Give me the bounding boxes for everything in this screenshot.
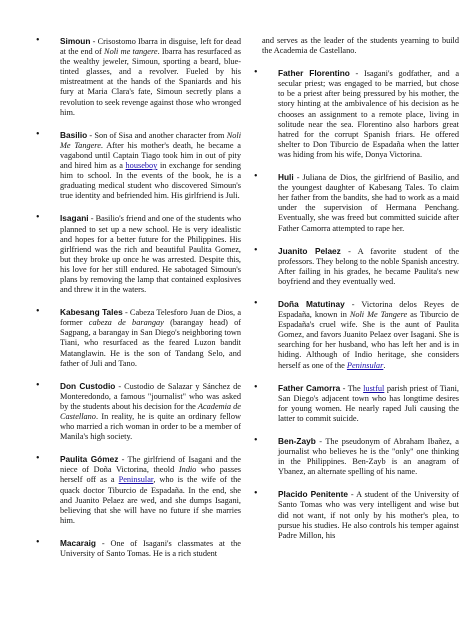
character-name: Father Florentino [278,68,350,79]
lustful-link[interactable]: lustful [363,383,385,393]
right-column [254,36,459,553]
peninsular-link[interactable]: Peninsular [118,475,154,485]
bullet-icon: • [36,453,40,465]
entry-macaraig: • Macaraig - One of Isagani's classmates at the University of Santo Tomas. He is a rich student [36,536,241,559]
left-column [36,36,241,571]
character-name: Paulita Gómez [60,454,119,465]
character-name: Doña Matutinay [278,298,345,309]
bullet-icon: • [36,379,40,391]
entry-kabesang-tales: • Kabesang Tales - Cabeza Telesforo Juan de Dios, a former cabeza de barangay (barangay head) of Sagpang, a barangay in San Diego's neighboring town Tiani, who resurfaced as the feared Luzon bandit Matanglawin. He is the son of Tandang Selo, and father of Juli and Tano. [36,306,241,368]
entry-placido-penitente: • Placido Penitente - A student of the University of Santo Tomas who was very intelligent and wise but did not want, if not only by his mother's plea, to pursue his studies. He also controls his temper against Padre Millon, his [254,488,459,540]
entry-basilio: • Basilio - Son of Sisa and another character from Noli Me Tangere. After his mother's death, he became a vagabond until Captain Tiago took him in out of pity and hired him as a houseboy in exchange for sending him to school. In the events of the book, he is a graduating medical student who discovered Simoun's true identity and befriended him. His girlfriend is Juli. [36,128,242,201]
entry-father-florentino: • Father Florentino - Isagani's godfather, and a secular priest; was engaged to be married, but chose to be a priest after being pressured by his mother, the story hinting at the ambivalence of his decision as he chooses an assignment to a remote place, living in solitude near the sea. Florentino also harbors great hatred for the corrupt Spanish friars. He offered shelter to Don Tiburcio de Espadaña when the latter was hiding from his wife, Donya Victorina. [254,67,460,159]
character-name: Huli [278,172,294,183]
bullet-icon: • [254,297,258,309]
entry-huli: • Huli - Juliana de Dios, the girlfriend of Basilio, and the youngest daughter of Kabesang Tales. To claim her father from the bandits, she had to work as a maid under the supervision of Hermana Penchang. Eventually, she was freed but committed suicide after Father Camorra attempted to rape her. [254,171,459,233]
character-name: Father Camorra [278,382,341,393]
bullet-icon: • [36,212,40,224]
character-name: Isagani [60,213,89,224]
bullet-icon: • [36,128,40,140]
entry-juanito-pelaez: • Juanito Pelaez - A favorite student of the professors. They belong to the noble Spanish ancestry. After failing in his grades, he became Paulita's new boyfriend and they eventually wed. [254,244,459,286]
bullet-icon: • [254,381,258,393]
bullet-icon: • [254,171,258,183]
entry-isagani: • Isagani - Basilio's friend and one of the students who planned to set up a new school. He is very idealistic and hopes for a better future for the Philippines. His girlfriend was the rich and beautiful Paulita Gomez, but they broke up once he was arrested. Despite this, his love for her still endured. He sabotaged Simoun's plans by removing the lamp that contained explosives and threw it in the waters. [36,212,241,295]
bullet-icon: • [254,244,258,256]
character-name: Don Custodio [60,380,116,391]
character-name: Simoun [60,36,91,46]
houseboy-link[interactable]: houseboy [125,161,158,171]
character-name: Basilio [60,129,88,140]
character-name: Kabesang Tales [60,307,123,318]
entry-simoun: • Simoun - Crisostomo Ibarra in disguise, left for dead at the end of Noli me tangere. Ibarra has resurfaced as the wealthy jeweler, Simoun, sporting a beard, blue-tinted glasses, and a revolver. Fueled by his mistreatment at the hands of the Spaniards and his fury at Maria Clara's fate, Simoun secretly plans a revolution to seek revenge against those who wronged him. [36,35,241,117]
entry-macaraig-continued: and serves as the leader of the students yearning to build the Academia de Castellano. [262,36,459,56]
bullet-icon: • [36,536,40,548]
peninsular-link[interactable]: Peninsular [346,360,384,370]
character-name: Placido Penitente [278,489,348,500]
character-name: Ben-Zayb [278,436,316,446]
entry-paulita-gomez: • Paulita Gómez - The girlfriend of Isagani and the niece of Doña Victorina, theold Indio who passes herself off as a Peninsular, who is the wife of the quack doctor Tiburcio de Espadaña. In the end, she and Juanito Pelaez are wed, and she dumps Isagani, believing that she will have no future if she marries him. [36,453,241,525]
entry-don-custodio: • Don Custodio - Custodio de Salazar y Sánchez de Monteredondo, a famous "journalist" who was asked by the students about his decision for the Academia de Castellano. In reality, he is quite an ordinary fellow who married a rich woman in order to be a member of Manila's high society. [36,379,241,442]
entry-father-camorra: • Father Camorra - The lustful parish priest of Tiani, San Diego's adjacent town who has longtime desires for young women. He nearly raped Juli causing the latter to commit suicide. [254,381,459,423]
bullet-icon: • [36,35,40,46]
bullet-icon: • [254,488,258,500]
entry-dona-matutinay: • Doña Matutinay - Victorina delos Reyes de Espadaña, known in Noli Me Tangere as Tiburcio de Espadaña's cruel wife. She is the aunt of Paulita Gomez, and favors Juanito Pelaez over Isagani. She is searching for her husband, who has left her and is in hiding. Although of Indio heritage, she considers herself as one of the Peninsular. [254,297,459,370]
bullet-icon: • [254,67,258,79]
entry-ben-zayb: • Ben-Zayb - The pseudonym of Abraham Ibañez, a journalist who believes he is the "only" one thinking in the Philippines. Ben-Zayb is an anagram of Ybanez, an alternate spelling of his name. [254,435,459,477]
bullet-icon: • [254,435,258,446]
character-name: Juanito Pelaez [278,245,341,256]
bullet-icon: • [36,306,40,318]
character-name: Macaraig [60,537,96,548]
